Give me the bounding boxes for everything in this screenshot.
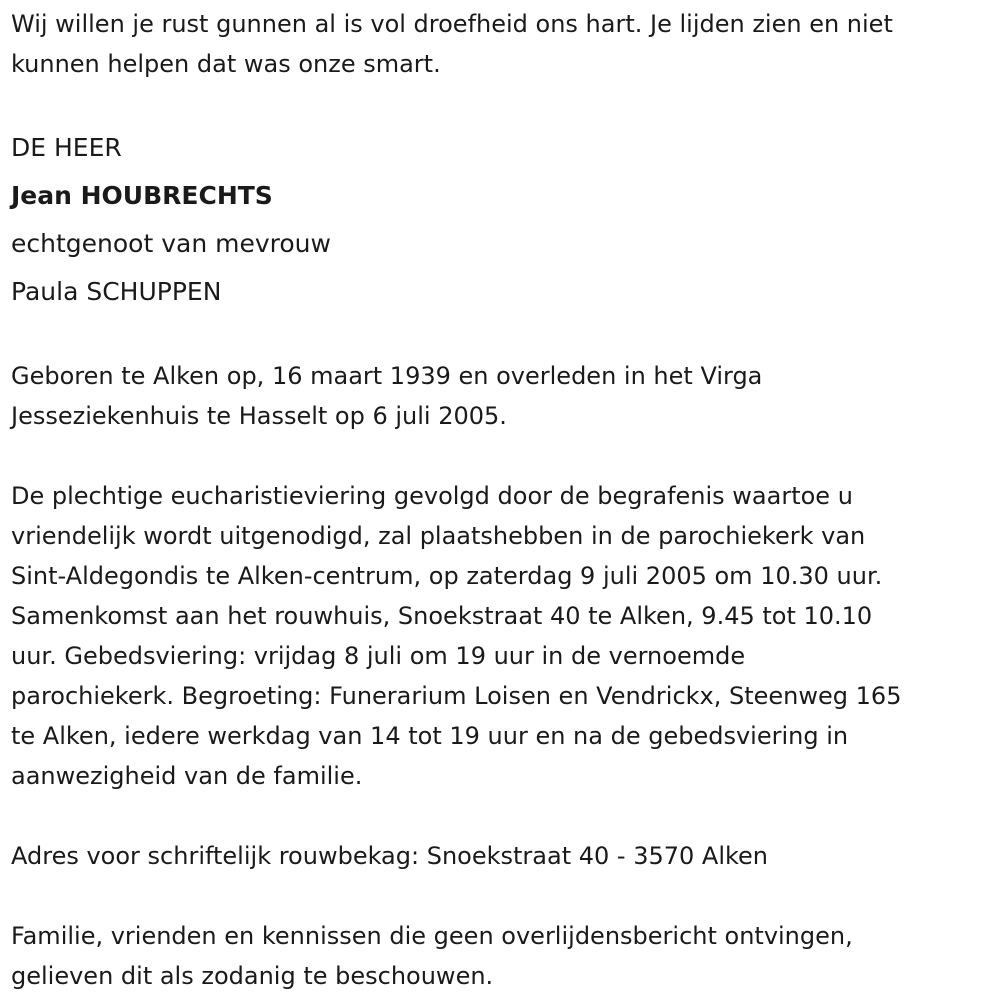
closing-line-2: gelieven dit als zodanig te beschouwen. [11,962,494,990]
ceremony-line: Sint-Aldegondis te Alken-centrum, op zaterdag 9 juli 2005 om 10.30 uur. [11,562,883,590]
ceremony-line: De plechtige eucharistieviering gevolgd door de begrafenis waartoe u [11,482,853,510]
spacer [11,316,995,356]
intro-line-1: Wij willen je rust gunnen al is vol droefheid ons hart. Je lijden zien en niet [11,10,893,38]
spacer [11,84,995,124]
birth-death-paragraph [11,356,995,436]
deceased-name: Jean HOUBRECHTS [11,181,273,210]
ceremony-paragraph [11,476,995,796]
ceremony-line: Samenkomst aan het rouwhuis, Snoekstraat 40 te Alken, 9.45 tot 10.10 [11,602,873,630]
honorific-title: DE HEER [11,133,122,162]
ceremony-line: vriendelijk wordt uitgenodigd, zal plaatshebben in de parochiekerk van [11,522,866,550]
intro-verse [11,4,995,84]
birth-death-line-2: Jesseziekenhuis te Hasselt op 6 juli 2005. [11,402,507,430]
ceremony-line: aanwezigheid van de familie. [11,762,363,790]
spouse-name: Paula SCHUPPEN [11,277,222,306]
deceased-block [11,124,995,316]
intro-line-2: kunnen helpen dat was onze smart. [11,50,441,78]
closing-paragraph [11,916,995,996]
spacer [11,796,995,836]
obituary-notice [11,4,995,996]
condolence-address [11,836,995,876]
ceremony-line: parochiekerk. Begroeting: Funerarium Loisen en Vendrickx, Steenweg 165 [11,682,902,710]
address-line: Adres voor schriftelijk rouwbekag: Snoekstraat 40 - 3570 Alken [11,842,769,870]
birth-death-line-1: Geboren te Alken op, 16 maart 1939 en overleden in het Virga [11,362,763,390]
ceremony-line: te Alken, iedere werkdag van 14 tot 19 uur en na de gebedsviering in [11,722,849,750]
ceremony-line: uur. Gebedsviering: vrijdag 8 juli om 19 uur in de vernoemde [11,642,746,670]
relation-label: echtgenoot van mevrouw [11,229,331,258]
spacer [11,436,995,476]
closing-line-1: Familie, vrienden en kennissen die geen overlijdensbericht ontvingen, [11,922,853,950]
spacer [11,876,995,916]
